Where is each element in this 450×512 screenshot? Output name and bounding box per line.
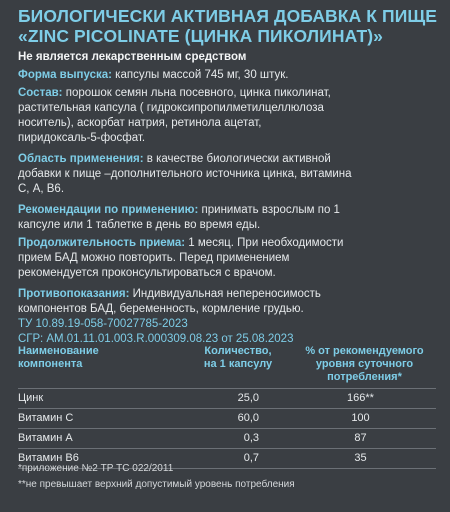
contraindications-line1: Индивидуальная непереносимость	[129, 288, 321, 300]
area-line1: в качестве биологически активной	[143, 153, 331, 165]
composition-line3: носитель), аскорбат натрия, ретинола ацетат,	[18, 117, 262, 129]
footnote-2: **не превышает верхний допустимый уровень потребления	[18, 479, 295, 490]
row-amount: 25,0	[183, 389, 293, 409]
row-amount: 60,0	[183, 409, 293, 429]
row-percent: 100	[293, 409, 436, 429]
row-percent: 166**	[293, 389, 436, 409]
row-percent: 35	[293, 449, 436, 469]
product-title-line1: БИОЛОГИЧЕСКИ АКТИВНАЯ ДОБАВКА К ПИЩЕ	[18, 6, 438, 26]
form-text: капсулы массой 745 мг, 30 штук.	[111, 69, 289, 81]
nutrition-table	[18, 345, 436, 469]
footnote-1: *приложение №2 ТР ТС 022/2011	[18, 463, 174, 474]
table-header-row	[18, 345, 436, 389]
row-name: Витамин В6	[18, 449, 183, 469]
row-amount: 0,7	[183, 449, 293, 469]
duration-line3: рекомендуется проконсультироваться с врачом.	[18, 267, 276, 279]
row-amount: 0,3	[183, 429, 293, 449]
row-name: Витамин С	[18, 409, 183, 429]
area-line2: добавки к пище –дополнительного источника цинка, витамина	[18, 168, 352, 180]
not-medicine-notice: Не является лекарственным средством	[18, 51, 247, 63]
composition-line2: растительная капсула ( гидроксипропилметилцеллюлоза	[18, 102, 324, 114]
sgr-number: СГР: AM.01.11.01.003.R.000309.08.23 от 25.08.2023	[18, 333, 294, 345]
area-section	[18, 152, 438, 197]
tu-number: ТУ 10.89.19-058-70027785-2023	[18, 318, 188, 330]
duration-label: Продолжительность приема:	[18, 237, 186, 249]
form-section	[18, 68, 438, 83]
label-content	[18, 6, 438, 347]
product-title-line2: «ZINC PICOLINATE (ЦИНКА ПИКОЛИНАТ)»	[18, 26, 383, 46]
header-amount: Количество, на 1 капсулу	[203, 345, 273, 370]
composition-line1: порошок семян льна посевного, цинка пиколинат,	[62, 87, 331, 99]
recommendations-line1: принимать взрослым по 1	[198, 204, 340, 216]
recommendations-label: Рекомендации по применению:	[18, 204, 199, 216]
composition-label: Состав:	[18, 87, 63, 99]
header-percent: % от рекомендуемого уровня суточного потребления*	[305, 345, 424, 383]
table-row	[18, 409, 436, 429]
duration-section	[18, 236, 438, 281]
recommendations-line2: капсуле или 1 таблетке в день во время еды.	[18, 219, 261, 231]
contraindications-line2: компонентов БАД, беременность, кормление грудью.	[18, 303, 304, 315]
row-name: Цинк	[18, 389, 183, 409]
header-component: Наименование компонента	[18, 345, 99, 370]
form-label: Форма выпуска:	[18, 69, 112, 81]
table-row	[18, 389, 436, 409]
duration-line1: 1 месяц. При необходимости	[185, 237, 344, 249]
contraindications-label: Противопоказания:	[18, 288, 130, 300]
contraindications-section	[18, 287, 438, 317]
area-label: Область применения:	[18, 153, 144, 165]
composition-line4: пиридоксаль-5-фосфат.	[18, 132, 146, 144]
area-line3: С, А, В6.	[18, 183, 65, 195]
composition-section	[18, 86, 438, 146]
table-row	[18, 429, 436, 449]
recommendations-section	[18, 203, 438, 233]
row-name: Витамин А	[18, 429, 183, 449]
row-percent: 87	[293, 429, 436, 449]
duration-line2: прием БАД можно повторить. Перед применением	[18, 252, 290, 264]
